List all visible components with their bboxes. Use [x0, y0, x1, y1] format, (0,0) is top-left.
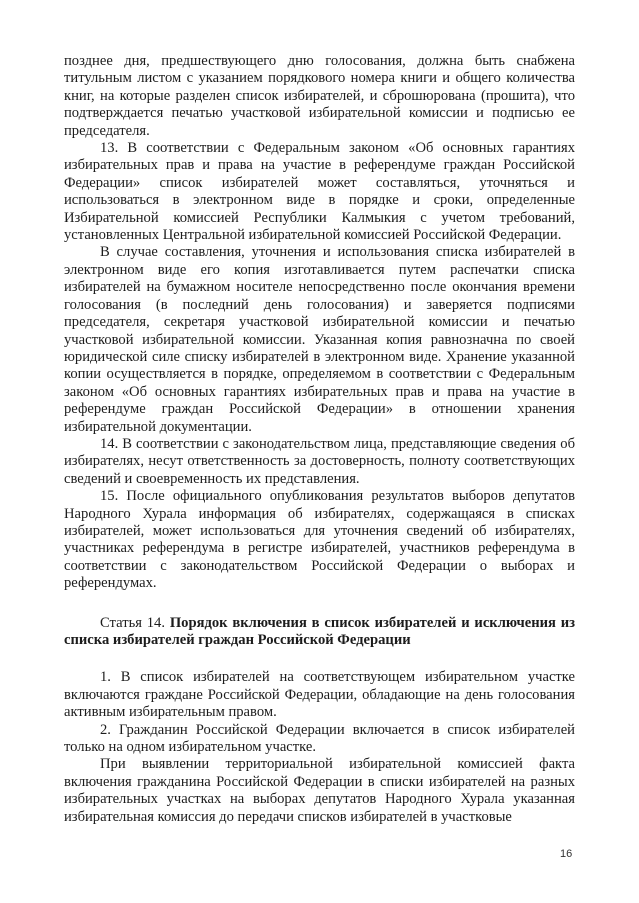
document-body	[64, 53, 575, 826]
paragraph-article-item-2: 2. Гражданин Российской Федерации включается в список избирателей только на одном избирательном участке.	[64, 721, 575, 756]
page-number: 16	[560, 848, 573, 860]
paragraph-item-13: 13. В соответствии с Федеральным законом «Об основных гарантиях избирательных прав и права на участие в референдуме граждан Российской Федерации» список избирателей может составляться, уточняться и использоваться в электронном виде в порядке и сроки, определенные Избирательной комиссией Республики Калмыкия с учетом требований, установленных Центральной избирательной комиссией Российской Федерации.	[64, 140, 575, 244]
paragraph-electronic-copy: В случае составления, уточнения и использования списка избирателей в электронном виде его копия изготавливается путем распечатки списка избирателей на бумажном носителе непосредственно после окончания времени голосования (в последний день голосования) и заверяется подписями председателя, секретаря участковой избирательной комиссии и печатью участковой избирательной комиссии. Указанная копия равнозначна по своей юридической силе списку избирателей в электронном виде. Хранение указанной копии осуществляется в порядке, определяемом в соответствии с Федеральным законом «Об основных гарантиях избирательных прав и права на участие в референдуме граждан Российской Федерации» в отношении хранения избирательной документации.	[64, 244, 575, 435]
article-heading	[64, 615, 575, 650]
paragraph-item-14: 14. В соответствии с законодательством лица, представляющие сведения об избирателях, несут ответственность за достоверность, полноту соответствующих сведений и своевременность их представления.	[64, 435, 575, 487]
paragraph-duplicate-inclusion: При выявлении территориальной избирательной комиссией факта включения гражданина Российской Федерации в списки избирателей на разных избирательных участках на выборах депутатов Народного Хурала указанная избирательная комиссия до передачи списков избирателей в участковые	[64, 756, 575, 825]
paragraph-item-15: 15. После официального опубликования результатов выборов депутатов Народного Хурала информация об избирателях, содержащаяся в списках избирателей, может использоваться для уточнения сведений об избирателях, участниках референдума в регистре избирателей, участников референдума в соответствии с законодательством Российской Федерации о выборах и референдумах.	[64, 488, 575, 592]
paragraph-continuation: позднее дня, предшествующего дню голосования, должна быть снабжена титульным листом с указанием порядкового номера книги и общего количества книг, на которые разделен список избирателей, и сброшюрована (прошита), что подтверждается печатью участковой избирательной комиссии и подписью ее председателя.	[64, 53, 575, 139]
paragraph-article-item-1: 1. В список избирателей на соответствующем избирательном участке включаются граждане Российской Федерации, обладающие на день голосования активным избирательным правом.	[64, 669, 575, 721]
article-number: Статья 14.	[100, 614, 170, 631]
article-title: Порядок включения в список избирателей и исключения из списка избирателей граждан Российской Федерации	[64, 614, 575, 648]
